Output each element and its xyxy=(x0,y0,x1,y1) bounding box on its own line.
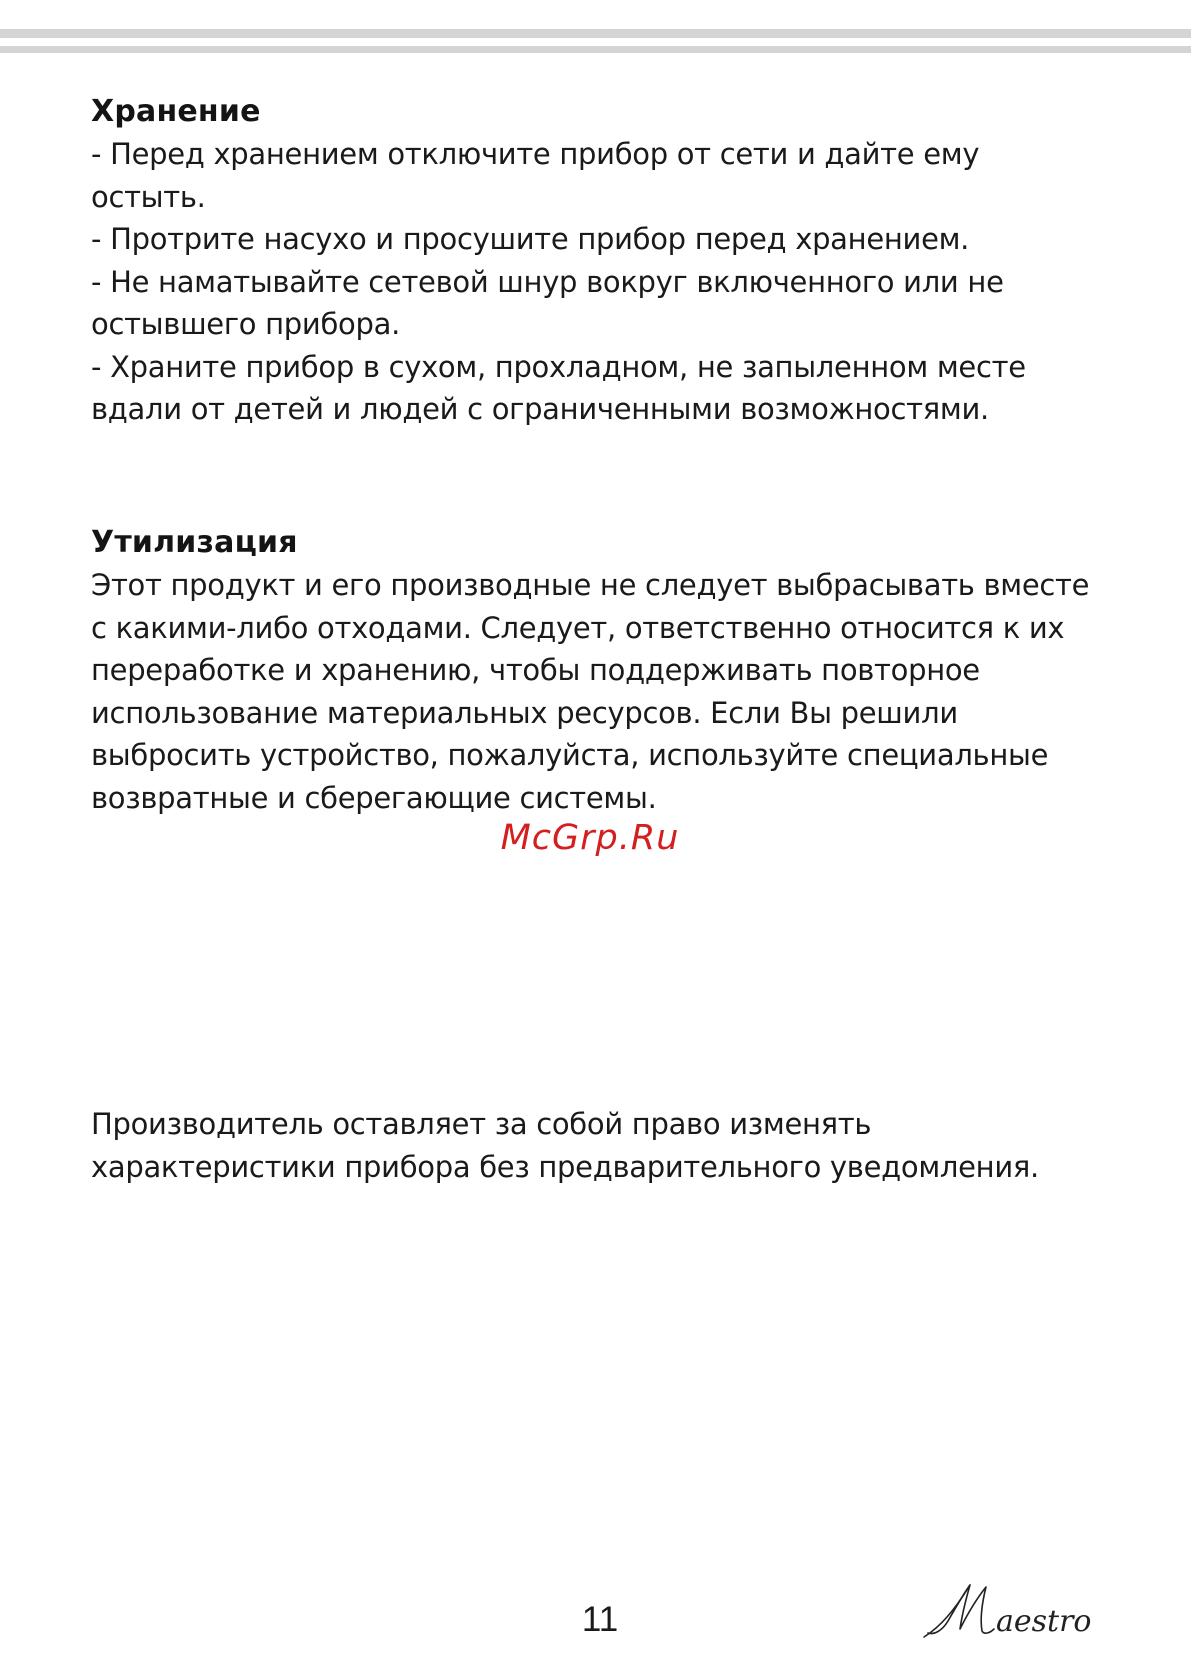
disposal-line: Этот продукт и его производные не следует выбрасывать вместе xyxy=(91,568,1090,602)
storage-line: - Перед хранением отключите прибор от сети и дайте ему xyxy=(91,137,980,171)
storage-line: вдали от детей и людей с ограниченными возможностями. xyxy=(91,392,989,426)
maestro-logo xyxy=(920,1575,1110,1645)
storage-line: остыть. xyxy=(91,179,206,214)
disposal-line: возвратные и сберегающие системы. xyxy=(91,780,657,815)
storage-line: - Не наматывайте сетевой шнур вокруг включенного или не xyxy=(91,264,1004,299)
top-rule-lower xyxy=(0,46,1191,53)
storage-heading: Хранение xyxy=(91,94,261,129)
storage-line: - Храните прибор в сухом, прохладном, не запыленном месте xyxy=(91,349,1026,384)
top-rule-upper xyxy=(0,29,1191,38)
storage-line: - Протрите насухо и просушите прибор перед хранением. xyxy=(91,222,970,256)
disposal-line: переработке и хранению, чтобы поддерживать повторное xyxy=(91,653,980,687)
disposal-heading: Утилизация xyxy=(91,525,298,560)
disposal-line: выбросить устройство, пожалуйста, используйте специальные xyxy=(91,738,1049,772)
disclaimer-line: Производитель оставляет за собой право изменять xyxy=(91,1107,872,1141)
svg-text:aestro: aestro xyxy=(996,1604,1092,1639)
disclaimer-line: характеристики прибора без предварительного уведомления. xyxy=(91,1149,1039,1184)
storage-line: остывшего прибора. xyxy=(91,307,400,341)
page-number: 11 xyxy=(581,1600,619,1639)
disposal-section xyxy=(91,522,1131,819)
watermark: McGrp.Ru xyxy=(500,818,680,858)
disposal-line: с какими-либо отходами. Следует, ответственно относится к их xyxy=(91,610,1065,645)
disposal-line: использование материальных ресурсов. Если Вы решили xyxy=(91,695,958,730)
storage-section xyxy=(91,91,1131,431)
disclaimer-section xyxy=(91,1103,1131,1188)
